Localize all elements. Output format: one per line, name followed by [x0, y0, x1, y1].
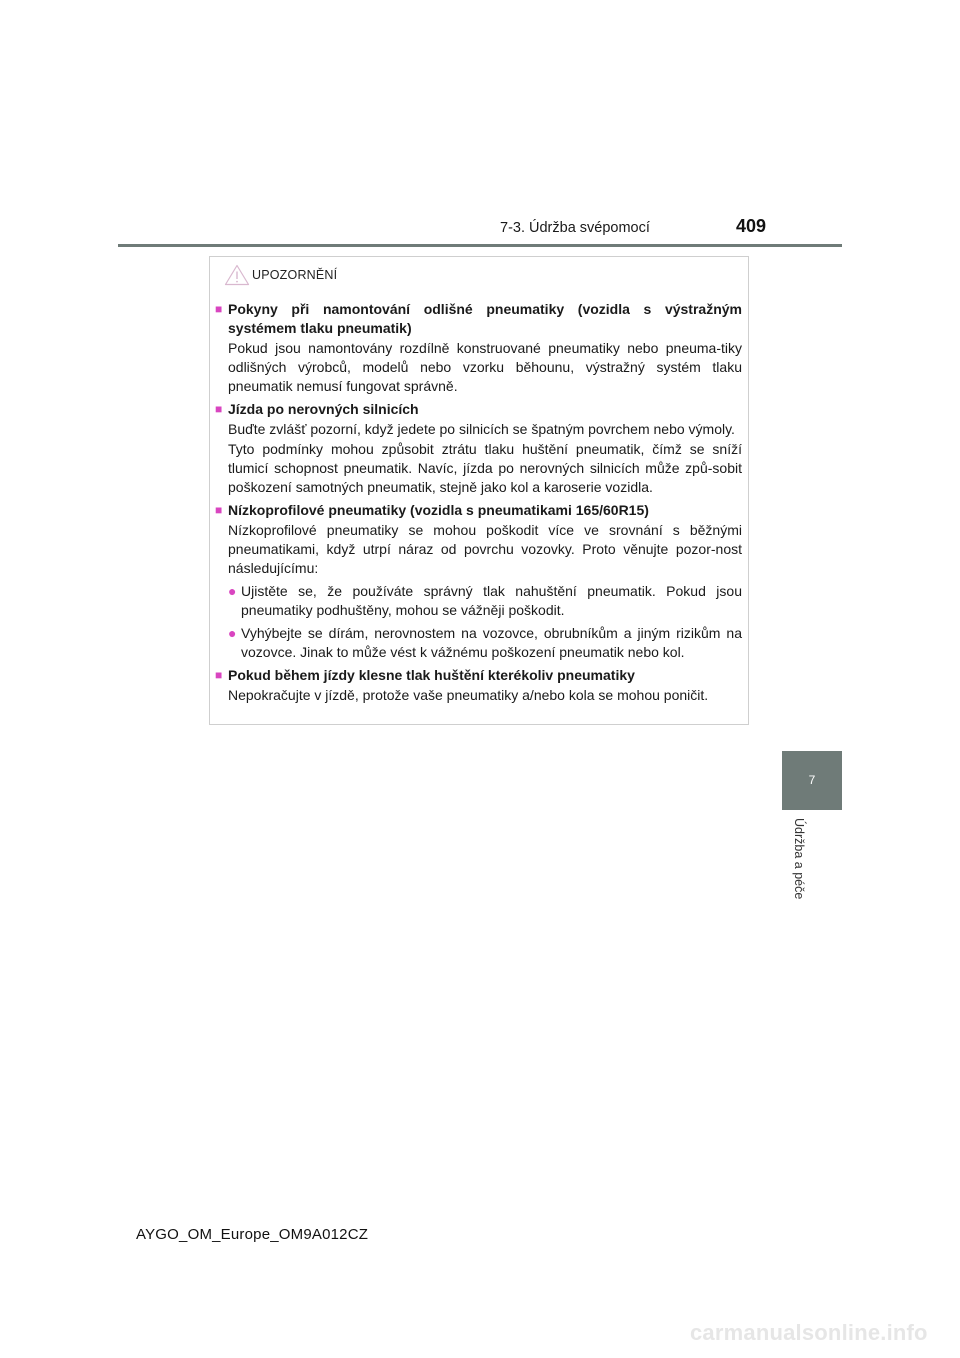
square-bullet-icon: ■ — [215, 402, 223, 416]
warning-section — [215, 666, 742, 705]
paragraph: Tyto podmínky mohou způsobit ztrátu tlaku huštění pneumatik, čímž se sníží tlumicí schopnost pneumatik. Navíc, jízda po nerovných silnicích může způ-sobit poškození samotných pneumatik, stejně jako kol a karoserie vozidla. — [228, 441, 742, 495]
page-number: 409 — [736, 216, 767, 236]
paragraph: Nepokračujte v jízdě, protože vaše pneumatiky a/nebo kola se mohou poničit. — [228, 687, 709, 703]
watermark: carmanualsonline.info — [690, 1320, 928, 1345]
warning-section — [215, 501, 742, 662]
warning-header — [224, 263, 337, 287]
section-heading — [215, 300, 742, 338]
paragraph: Buďte zvlášť pozorní, když jedete po silnicích se špatným povrchem nebo výmoly. — [228, 421, 735, 437]
paragraph: Nízkoprofilové pneumatiky se mohou poškodit více ve srovnání s běžnými pneumatikami, když utrpí náraz od povrchu vozovky. Proto věnujte pozor-nost následujícímu: — [228, 522, 742, 576]
section-heading-text: Pokud během jízdy klesne tlak huštění kterékoliv pneumatiky — [228, 667, 635, 683]
warning-triangle-icon — [224, 264, 250, 286]
circle-bullet-icon: ● — [228, 583, 237, 599]
list-item-text: Vyhýbejte se dírám, nerovnostem na vozovce, obrubníkům a jiným rizikům na vozovce. Jinak to může vést k vážnému poškození pneumatik nebo kol. — [241, 625, 742, 660]
list-item — [215, 624, 742, 662]
section-heading-text: Jízda po nerovných silnicích — [228, 401, 419, 417]
chapter-label: Údržba a péče — [792, 818, 806, 900]
warning-section — [215, 300, 742, 396]
section-heading — [215, 400, 742, 419]
header-rule — [118, 244, 842, 247]
warning-box — [209, 256, 749, 725]
list-item — [215, 582, 742, 620]
warning-content — [215, 300, 742, 709]
paragraph: Pokud jsou namontovány rozdílně konstruované pneumatiky nebo pneuma-tiky odlišných výrobců, modelů nebo vzorku běhounu, výstražný systém tlaku pneumatik nemusí fungovat správně. — [228, 340, 742, 394]
list-item-text: Ujistěte se, že používáte správný tlak nahuštění pneumatik. Pokud jsou pneumatiky podhuštěny, mohou se vážněji poškodit. — [241, 583, 742, 618]
circle-bullet-icon: ● — [228, 625, 237, 641]
section-heading-text: Pokyny při namontování odlišné pneumatiky (vozidla s výstražným systémem tlaku pneumatik) — [228, 301, 742, 336]
chapter-tab[interactable]: 7 — [782, 751, 842, 810]
square-bullet-icon: ■ — [215, 503, 223, 517]
warning-section — [215, 400, 742, 497]
square-bullet-icon: ■ — [215, 302, 223, 316]
warning-title: UPOZORNĚNÍ — [252, 268, 338, 282]
section-title: 7-3. Údržba svépomocí — [500, 220, 650, 236]
section-heading — [215, 501, 742, 520]
document-id: AYGO_OM_Europe_OM9A012CZ — [136, 1226, 369, 1243]
section-heading — [215, 666, 742, 685]
section-heading-text: Nízkoprofilové pneumatiky (vozidla s pneumatikami 165/60R15) — [228, 502, 649, 518]
square-bullet-icon: ■ — [215, 668, 223, 682]
